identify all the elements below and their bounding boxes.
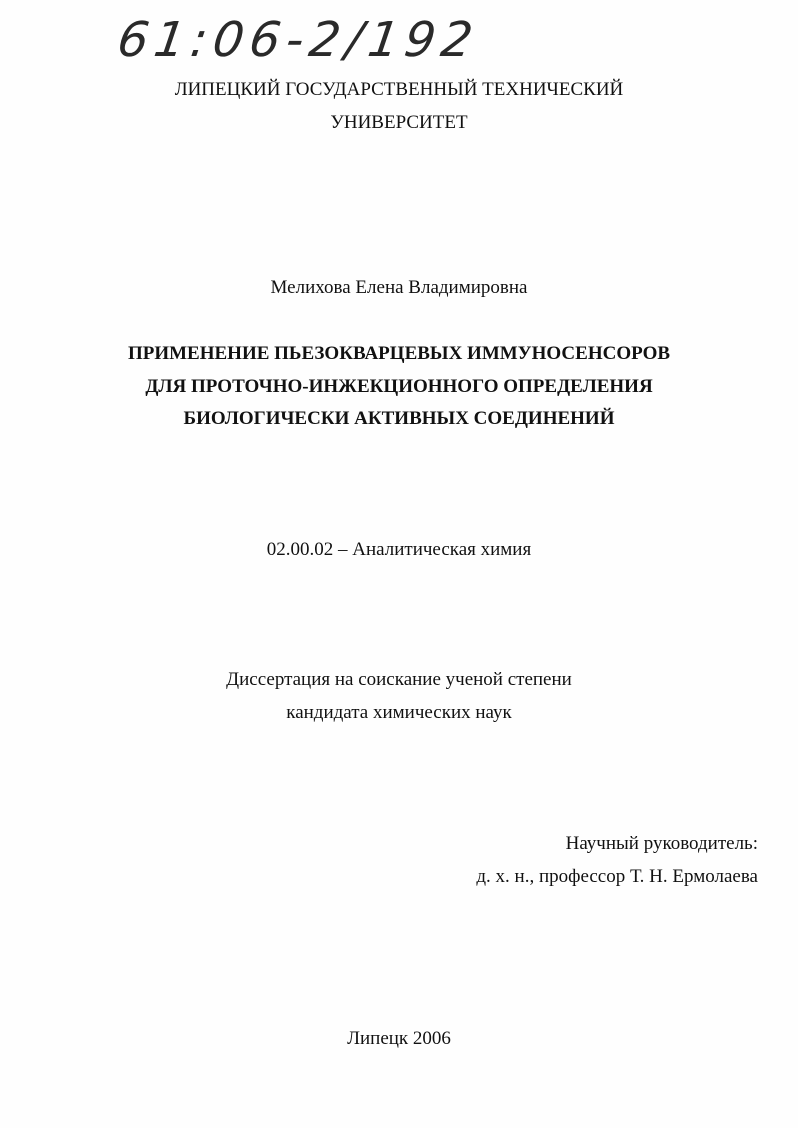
supervisor-label: Научный руководитель:: [565, 833, 758, 854]
dissertation-title-line2: ДЛЯ ПРОТОЧНО-ИНЖЕКЦИОННОГО ОПРЕДЕЛЕНИЯ: [145, 376, 653, 397]
specialty-code: 02.00.02 – Аналитическая химия: [266, 539, 532, 560]
author-name: Мелихова Елена Владимировна: [270, 277, 528, 298]
university-name-line2: УНИВЕРСИТЕТ: [330, 112, 468, 133]
place-and-year: Липецк 2006: [347, 1028, 451, 1049]
degree-line2: кандидата химических наук: [286, 702, 512, 723]
degree-line1: Диссертация на соискание ученой степени: [226, 669, 572, 690]
university-name-line1: ЛИПЕЦКИЙ ГОСУДАРСТВЕННЫЙ ТЕХНИЧЕСКИЙ: [174, 79, 624, 100]
handwritten-archive-mark: 61:06-2/192: [114, 12, 482, 68]
supervisor-name: д. х. н., профессор Т. Н. Ермолаева: [476, 866, 758, 887]
dissertation-title-line1: ПРИМЕНЕНИЕ ПЬЕЗОКВАРЦЕВЫХ ИММУНОСЕНСОРОВ: [127, 343, 671, 364]
dissertation-title-line3: БИОЛОГИЧЕСКИ АКТИВНЫХ СОЕДИНЕНИЙ: [183, 408, 615, 429]
